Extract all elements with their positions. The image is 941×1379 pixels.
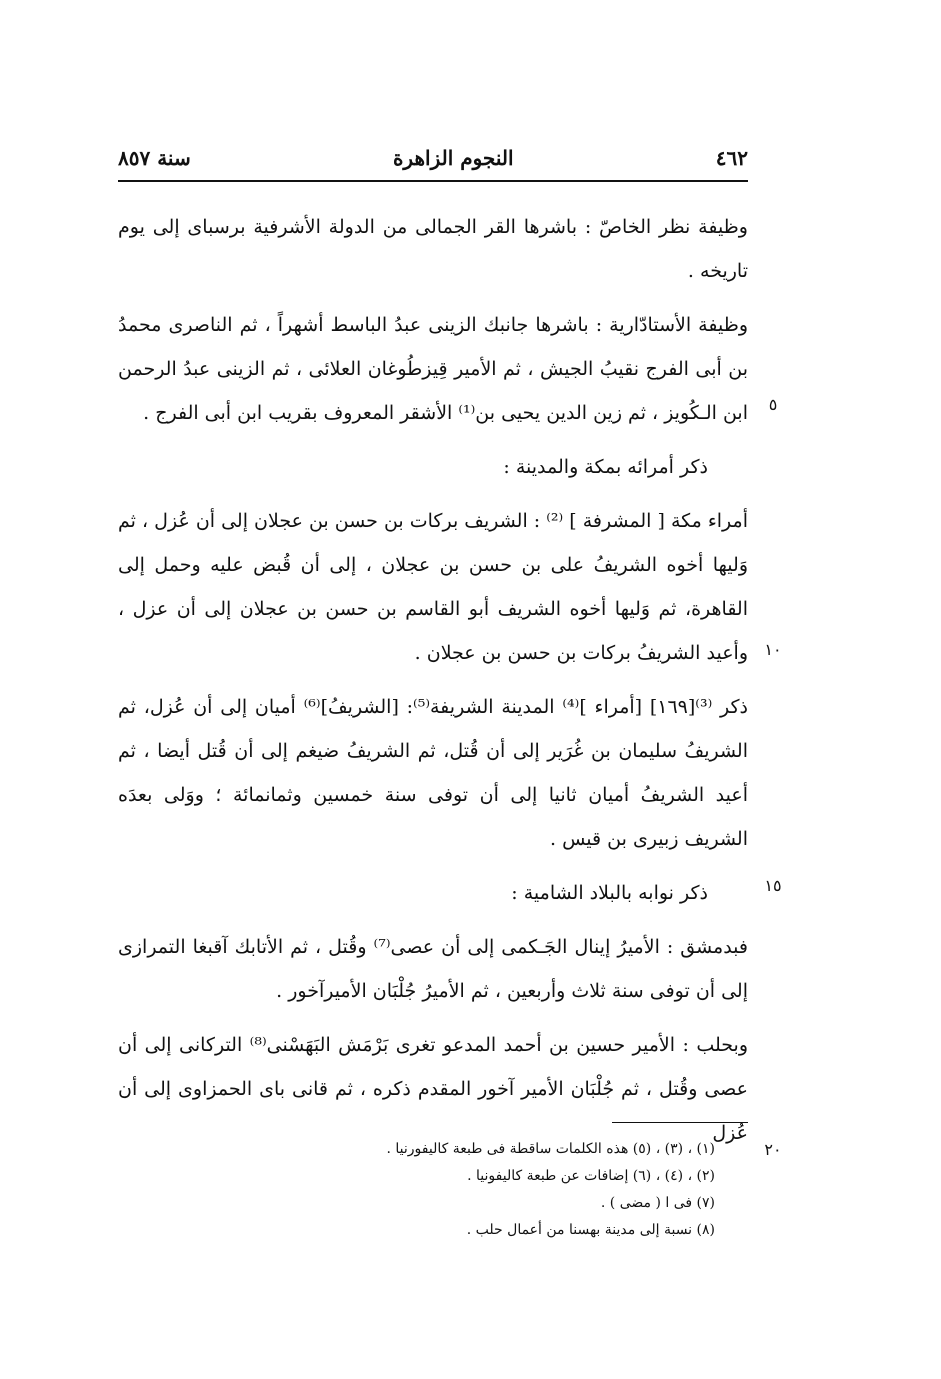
footnote: (١) ، (٣) ، (٥) هذه الكلمات ساقطة فى طبعة كاليفورنيا . <box>386 1141 715 1157</box>
paragraph-ustadariya: وظيفة الأستادّارية : باشرها جانبك الزينى عبدُ الباسط أشهراً ، ثم الناصرى محمدُ بن أبى الفرج نقيبُ الجيش ، ثم الأمير قِيزطُوغان العلائى ، ثم الزينى عبدُ الرحمن ابن الـكُويز ، ثم زين الدين يحيى بن⁽¹⁾ الأشقر المعروف بقريب ابن أبى الفرج . <box>118 314 748 424</box>
footnote: (٧) فى ا ( مضى ) . <box>600 1195 715 1211</box>
heading-levant-deputies: ذكر نوابه بالبلاد الشامية : <box>511 882 708 904</box>
margin-line-number: ١٥ <box>764 876 782 895</box>
footnotes <box>300 1136 715 1244</box>
paragraph-nazar-alkhass: وظيفة نظر الخاصّ : باشرها القر الجمالى من الدولة الأشرفية برسباى إلى يوم تاريخه . <box>118 216 748 282</box>
running-header <box>118 140 748 176</box>
margin-line-number: ٥ <box>768 395 778 414</box>
header-rule <box>118 180 748 182</box>
footnote-rule <box>612 1122 748 1123</box>
year-label: سنة ٨٥٧ <box>118 146 191 170</box>
margin-line-number: ١٠ <box>764 640 782 659</box>
paragraph-mecca-emirs: أمراء مكة [ المشرفة ] ⁽²⁾ : الشريف بركات بن حسن بن عجلان إلى أن عُزل ، ثم وَليها أخوه الشريفُ على بن حسن بن عجلان ، إلى أن قُبض عليه وحمل إلى القاهرة، ثم وَليها أخوه الشريف أبو القاسم بن حسن بن عجلان إلى أن عزل ، وأعيد الشريفُ بركات بن حسن بن عجلان . <box>118 510 748 664</box>
page-number: ٤٦٢ <box>715 146 748 170</box>
heading-mecca-medina: ذكر أمرائه بمكة والمدينة : <box>503 456 708 478</box>
margin-line-number: ٢٠ <box>764 1140 782 1159</box>
paragraph-medina-emirs: ذكر ⁽³⁾[١٦٩] [أمراء ]⁽⁴⁾ المدينة الشريفة⁽⁵⁾: [الشريفُ]⁽⁶⁾ أميان إلى أن عُزل، ثم الشريفُ سليمان بن غُرَير إلى أن قُتل، ثم الشريفُ ضيغم إلى أن قُتل أيضا ، ثم أعيد الشريفُ أميان ثانيا إلى أن توفى سنة خمسين وثمانمائة ؛ ووَلى بعدَه الشريف زبيرى بن قيس . <box>118 696 749 850</box>
paragraph-aleppo: وبحلب : الأمير حسين بن أحمد المدعو تغرى بَرْمَش البَهَسْنى⁽⁸⁾ التركانى إلى أن عصى وقُتل ، ثم جُلْبَان الأمير آخور المقدم ذكره ، ثم قانى باى الحمزاوى إلى أن عُزل <box>118 1034 748 1144</box>
main-text <box>118 205 748 1165</box>
footnote: (٢) ، (٤) ، (٦) إضافات عن طبعة كاليفونيا . <box>467 1168 715 1184</box>
book-title: النجوم الزاهرة <box>392 146 514 170</box>
footnote: (٨) نسبة إلى مدينة بهسنا من أعمال حلب . <box>466 1222 715 1238</box>
paragraph-damascus: فبدمشق : الأميرُ إينال الجَـكمى إلى أن عصى⁽⁷⁾ وقُتل ، ثم الأتابك آقبغا التمرازى إلى أن توفى سنة ثلاث وأربعين ، ثم الأميرُ جُلْبَان الأميرآخور . <box>118 936 748 1002</box>
